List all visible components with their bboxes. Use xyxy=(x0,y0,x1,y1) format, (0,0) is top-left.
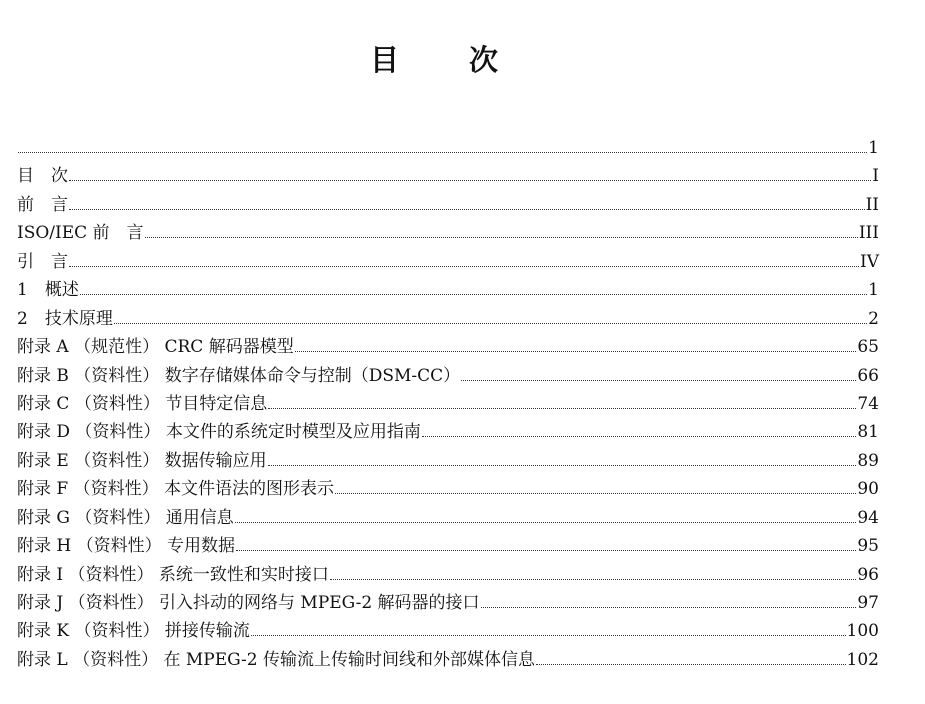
dot-leader xyxy=(481,603,857,608)
toc-page-number: 2 xyxy=(868,308,879,329)
toc-entry-title: 附录 J （资料性） 引入抖动的网络与 MPEG-2 解码器的接口 xyxy=(17,593,480,613)
dot-leader xyxy=(114,319,867,324)
toc-page-number: III xyxy=(858,223,879,244)
toc-entry-title: 1 概述 xyxy=(17,280,79,301)
toc-entry[interactable] xyxy=(17,390,879,418)
dot-leader xyxy=(69,205,865,210)
dot-leader xyxy=(268,404,856,409)
toc-entry-title: 2 技术原理 xyxy=(17,308,113,329)
toc-entry-title: 附录 B （资料性） 数字存储媒体命令与控制（DSM-CC） xyxy=(17,365,461,386)
toc-page-number: 74 xyxy=(857,393,879,414)
table-of-contents xyxy=(17,134,879,674)
dot-leader xyxy=(251,631,846,636)
toc-entry[interactable] xyxy=(17,532,879,560)
dot-leader xyxy=(235,518,857,523)
toc-page-number: I xyxy=(872,166,879,187)
dot-leader xyxy=(69,262,859,267)
toc-entry[interactable] xyxy=(17,589,879,617)
toc-entry[interactable] xyxy=(17,561,879,589)
toc-page-number: 94 xyxy=(857,507,879,528)
toc-page-number: II xyxy=(865,194,879,215)
toc-entry[interactable] xyxy=(17,418,879,446)
toc-entry-title: 目 次 xyxy=(17,166,68,187)
toc-entry-title: 附录 K （资料性） 拼接传输流 xyxy=(17,621,250,642)
toc-entry[interactable] xyxy=(17,333,879,361)
toc-page-number: 1 xyxy=(868,138,879,158)
toc-entry[interactable] xyxy=(17,248,879,276)
toc-page-number: 100 xyxy=(846,621,879,642)
page-title: 目 次 xyxy=(369,43,529,77)
toc-entry-title: 附录 C （资料性） 节目特定信息 xyxy=(17,393,268,414)
toc-page-number: 89 xyxy=(857,450,879,471)
toc-page-number: 95 xyxy=(857,536,879,557)
dot-leader xyxy=(536,660,846,665)
dot-leader xyxy=(330,575,856,580)
toc-entry-title: 附录 L （资料性） 在 MPEG-2 传输流上传输时间线和外部媒体信息 xyxy=(17,649,536,670)
toc-entry-title: 附录 D （资料性） 本文件的系统定时模型及应用指南 xyxy=(17,422,421,443)
toc-entry[interactable] xyxy=(17,276,879,304)
toc-entry-title: 附录 A （规范性） CRC 解码器模型 xyxy=(17,337,294,358)
dot-leader xyxy=(422,432,857,437)
toc-entry[interactable] xyxy=(17,305,879,333)
toc-entry-title: 附录 I （资料性） 系统一致性和实时接口 xyxy=(17,564,329,585)
toc-entry-title: 附录 E （资料性） 数据传输应用 xyxy=(17,450,267,471)
toc-page-number: 81 xyxy=(857,422,879,443)
toc-entry-title: ISO/IEC 前 言 xyxy=(17,223,144,244)
toc-entry[interactable] xyxy=(17,617,879,645)
toc-entry[interactable] xyxy=(17,219,879,247)
toc-page-number: 96 xyxy=(857,564,879,585)
dot-leader xyxy=(80,290,867,295)
toc-entry[interactable] xyxy=(17,504,879,532)
toc-entry[interactable] xyxy=(17,134,879,162)
toc-entry[interactable] xyxy=(17,162,879,190)
toc-entry[interactable] xyxy=(17,362,879,390)
toc-entry[interactable] xyxy=(17,447,879,475)
toc-page-number: 97 xyxy=(857,593,879,613)
toc-page-number: 1 xyxy=(868,280,879,301)
toc-entry-title: 前 言 xyxy=(17,194,68,215)
dot-leader xyxy=(461,376,856,381)
dot-leader xyxy=(268,461,857,466)
toc-entry[interactable] xyxy=(17,646,879,674)
dot-leader xyxy=(18,148,867,153)
dot-leader xyxy=(236,546,856,551)
dot-leader xyxy=(69,176,871,181)
toc-entry-title: 附录 F （资料性） 本文件语法的图形表示 xyxy=(17,479,335,500)
toc-entry-title: 附录 G （资料性） 通用信息 xyxy=(17,507,234,528)
dot-leader xyxy=(335,489,856,494)
dot-leader xyxy=(145,233,858,238)
toc-page-number: 102 xyxy=(846,649,879,670)
dot-leader xyxy=(295,347,857,352)
toc-entry[interactable] xyxy=(17,475,879,503)
toc-page-number: 90 xyxy=(857,479,879,500)
toc-entry-title: 引 言 xyxy=(17,251,68,272)
toc-entry-title: 附录 H （资料性） 专用数据 xyxy=(17,536,236,557)
toc-page-number: IV xyxy=(860,251,879,272)
toc-page-number: 66 xyxy=(857,365,879,386)
toc-page-number: 65 xyxy=(857,337,879,358)
toc-entry[interactable] xyxy=(17,191,879,219)
